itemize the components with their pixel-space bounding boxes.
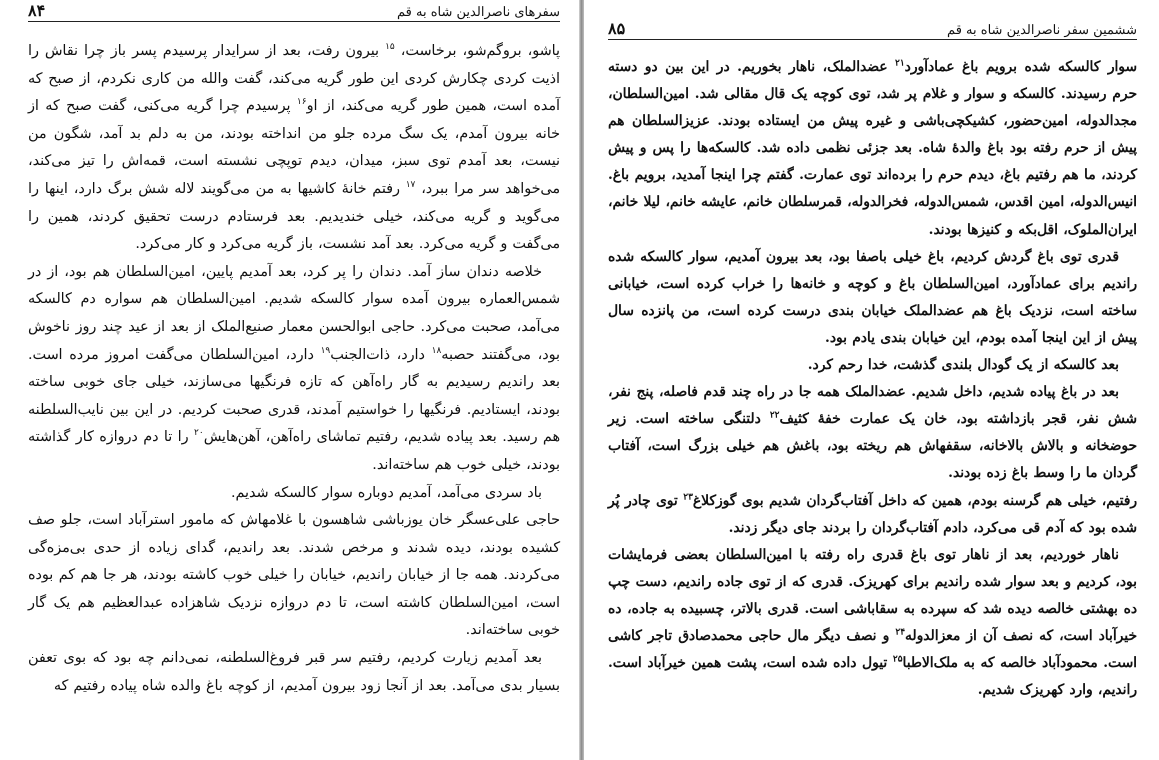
footnote-marker: ۱۶ [296,97,307,108]
left-paragraph: خلاصه دندان ساز آمد. دندان را پر کرد، بعد آمدیم پایین، امین‌السلطان هم بود، از در شمس‌العماره بیرون آمده سوار کالسکه شدیم. امین‌السلطان هم سواره دم کالسکه می‌آمد، صحبت می‌کرد. حاجی ابوالحسن معمار صنیع‌الملک از بعد از عید چند روز ناخوش بود، می‌گفتند حصبه$^{۱۸}$ دارد، ذات‌الجنب$^{۱۹}$ دارد، امین‌السلطان می‌گفت امروز مرده است. بعد راندیم رسیدیم به گار راه‌آهن که تازه فرنگیها می‌سازند، خیلی جای خوبی ساخته بودند، ایستادیم. فرنگیها را خواستیم آمدند، قدری صحبت کردیم. در این بین نایب‌السلطنه هم رسید. بعد پیاده شدیم، رفتیم تماشای راه‌آهن، آهن‌هایش$^{۲۰}$ را تا دم دروازه کار گذاشته بودند، خیلی خوب هم ساخته‌اند. [28,263,560,473]
footnote-marker: ۲۴ [895,627,906,638]
left-paragraph: بعد آمدیم زیارت کردیم، رفتیم سر قبر فروغ‌السلطنه، نمی‌دانم چه بود که بوی تعفن بسیار بدی می‌آمد. بعد از آنجا زود بیرون آمدیم، از کوچه باغ والده شاه پیاده رفتیم که [28,650,560,694]
right-paragraph: قدری توی باغ گردش کردیم، باغ خیلی باصفا بود، بعد بیرون آمدیم، سوار کالسکه شده راندیم برای عمادآورد، امین‌السلطان باغ و کوچه و خانه‌ها را خراب کرده است، خیابانی ساخته است، نزدیک باغ هم عضدالملک خیابان بندی درست کرده است، من پانزده سال پیش از این اینجا آمده بودم، این خیابان بندی یادم بود. [608,248,1137,346]
right-paragraph: رفتیم، خیلی هم گرسنه بودم، همین که داخل آفتاب‌گردان شدیم بوی گوزکلاغ$^{۲۳}$ توی چادر پُر شده بود که آدم قی می‌کرد، دادم آفتاب‌گردان را بردند جای دیگر زدند. [608,491,1138,536]
left-running-title: سفرهای ناصرالدین شاه به قم [397,5,560,20]
right-paragraph: سوار کالسکه شده برویم باغ عمادآورد$^{۲۱}$ عضدالملک، ناهار بخوریم. در این بین دو دسته حرم رسیدند. کالسکه و سوار و غلام پر شد، توی کوچه یک قال مقالی شد. امین‌السلطان، مجدالدوله، امین‌حضور، کشیکچی‌باشی و غیره پیش من ایستاده بودند. عزیزالسلطان هم پیش از حرم رفته بود باغ والدهٔ شاه. بعد جزئی نظمی داده شد. کالسکه‌ها را پس و پیش کردند، ما هم رفتیم باغ، دیدم حرم را برده‌اند توی عمارت. گفتم چرا اینجا آمدید، برویم باغ. انیس‌الدوله، امین اقدس، شمس‌الدوله، فخرالدوله، قمرسلطان خانم، عایشه خانم، لیلا خانم، ایران‌الملوک، اقل‌بکه و کنیزها بودند. [608,58,1137,238]
right-page [584,0,1159,760]
footnote-marker: ۲۱ [895,58,905,69]
right-paragraph: بعد در باغ پیاده شدیم، داخل شدیم. عضدالملک همه جا در راه چند قدم فاصله، پنج نفر، شش نفر، قجر بازداشته بود، خان یک عمارت خفهٔ کثیف$^{۲۲}$ دلتنگی ساخته است. زیر حوضخانه و بالاش بالاخانه، سقفهاش هم ریخته بود، باغش هم خیلی بزرگ است، آفتاب گردان ما را وسط باغ زده بودند. [608,384,1137,482]
footnote-marker: ۱۸ [431,345,442,356]
right-page-number: ۸۵ [608,19,626,38]
footnote-marker: ۲۰ [194,428,204,439]
left-paragraph: حاجی علی‌عسگر خان یوزباشی شاهسون با غلامهاش که مامور استرآباد است، جلو صف کشیده بودند، دیده شدند و مرخص شدند. بعد راندیم، گدای زیاده از حدی بی‌مزه‌گی می‌کردند. همه جا از خیابان راندیم، خیابان را خیلی خوب کاشته بودند، هر جا هم کم بوده است، امین‌السلطان کاشته است، تا دم دروازه نزدیک شاهزاده عبدالعظیم هم یک گار خوبی ساخته‌اند. [28,512,560,639]
footnote-marker: ۲۳ [683,491,693,502]
left-paragraph: پاشو، بروگم‌شو، برخاست، $^{۱۵}$ بیرون رفت، بعد از سرایدار پرسیدم پسر باز چرا نقاش را اذیت کردی چکارش کردی این طور گریه می‌کند، گفت والله من کاری نکردم، از صبح که آمده است، همین طور گریه می‌کند، از او$^{۱۶}$ پرسیدم چرا گریه می‌کنی، گفت صبح که از خانه بیرون آمدم، یک سگ مرده جلو من انداخته بودند، من به دلم بد آمد، شگون من نیست، بعد آمدم توی سبز، میدان، دیدم توپچی نشسته است، قمه‌اش را تیز می‌کند، می‌خواهد سر مرا ببرد، $^{۱۷}$ رفتم خانهٔ کاشیها به من می‌گویند لاله شش برگ دارد، اینها را می‌گوید و گریه می‌کند، خیلی خندیدیم. بعد فرستادم درست تحقیق کردند، همین را می‌گفت و گریه می‌کرد. بعد آمد نشست، باز گریه می‌کرد و کار می‌کرد. [28,42,560,253]
left-body-text [28,38,560,700]
right-paragraph: بعد کالسکه از یک گودال بلندی گذشت، خدا رحم کرد. [807,357,1119,374]
left-running-head [28,0,560,22]
left-page-number: ۸۴ [28,1,46,20]
left-paragraph: باد سردی می‌آمد، آمدیم دوباره سوار کالسکه شدیم. [231,484,542,501]
footnote-marker: ۱۷ [405,180,416,191]
right-paragraph: ناهار خوردیم، بعد از ناهار توی باغ قدری راه رفته با امین‌السلطان بعضی فرمایشات بود، کردیم و بعد سوار شده راندیم برای کهریزک. قدری که از توی جاده راندیم، دست چپ ده بهشتی خالصه دیده شد که سپرده به سقاباشی است. قدری بالاتر، چسبیده به جاده، ده خیرآباد است، که نصف آن از معزالدوله$^{۲۴}$ و نصف دیگر مال حاجی محمدصادق تاجر کاشی است. محمودآباد خالصه که به ملک‌الاطبا$^{۲۵}$ تیول داده شده است، پشت همین خیرآباد است. راندیم، وارد کهریزک شدیم. [608,546,1137,699]
right-running-title: ششمین سفر ناصرالدین شاه به قم [947,23,1137,38]
right-running-head [608,18,1137,40]
footnote-marker: ۱۵ [385,42,395,53]
right-body-text [608,54,1137,704]
footnote-marker: ۲۵ [892,654,903,665]
footnote-marker: ۲۲ [769,410,780,421]
footnote-marker: ۱۹ [320,345,331,356]
